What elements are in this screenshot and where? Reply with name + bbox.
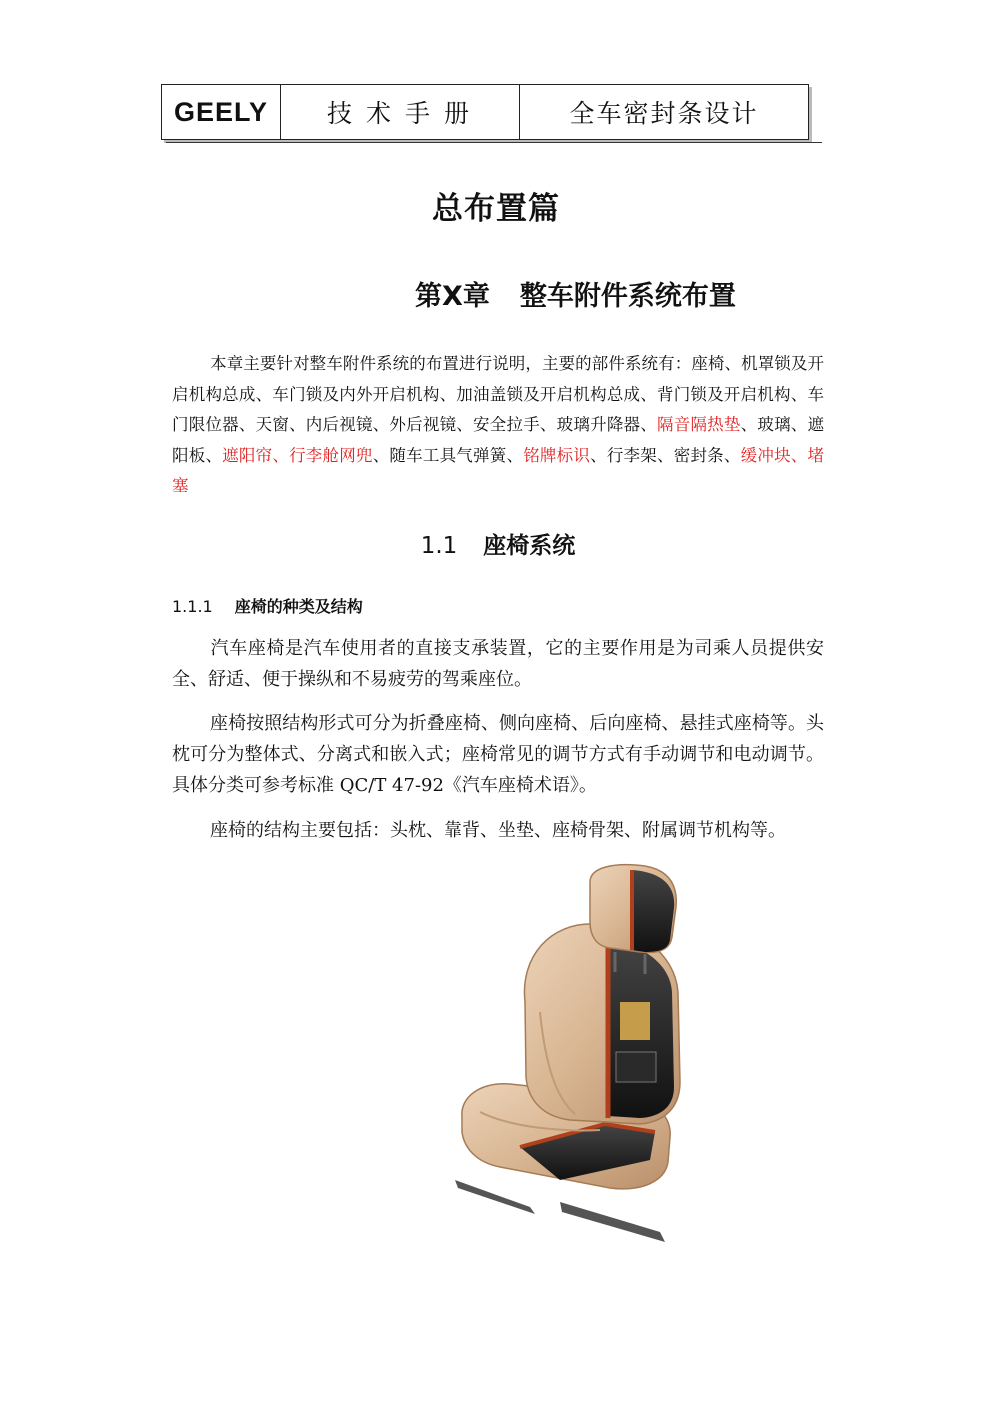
chapter-name: 整车附件系统布置 [519,281,736,312]
chapter-number: 第X章 [415,281,490,312]
intro-text-a: 本章主要针对整车附件系统的布置进行说明，主要的部件系统有：座椅、机罩锁及开启机构总成、车门锁及内外开启机构、加油盖锁及开启机构总成、背门锁及开启机构、车门限位器、天窗、内后视镜、外后视镜、安全拉手、玻璃升降器、 [172,354,824,434]
intro-text-b: 、玻璃、遮阳板、 [172,415,825,465]
paragraph-text: 座椅的结构主要包括：头枕、靠背、坐垫、座椅骨架、附属调节机构等。 [210,820,786,841]
seat-cutaway-illustration [440,862,700,1254]
subsection-title [172,594,363,617]
intro-paragraph [172,349,824,502]
header-table [161,84,809,140]
intro-highlight-d: 缓冲块、堵塞 [172,445,825,495]
seat-rail-right [560,1202,665,1242]
intro-text-c: 、随车工具气弹簧、 [372,445,524,465]
part-title: 总布置篇 [432,191,560,227]
subsection-number: 1.1.1 [172,597,213,616]
intro-highlight-b: 遮阳帘、行李舱网兜 [222,445,373,465]
manual-label: 技术手册 [281,85,520,139]
paragraph-seat-types [172,708,824,801]
intro-text-d: 、行李架、密封条、 [590,445,741,465]
subsection-name: 座椅的种类及结构 [234,597,363,616]
section-number: 1.1 [420,533,458,559]
paragraph-text: 座椅按照结构形式可分为折叠座椅、侧向座椅、后向座椅、悬挂式座椅等。头枕可分为整体式、分离式和嵌入式；座椅常见的调节方式有手动调节和电动调节。具体分类可参考标准 QC/T 47-92《汽车座椅术语》。 [172,713,824,796]
brand-logo: GEELY [162,85,281,139]
document-title: 全车密封条设计 [569,99,759,128]
chapter-title [415,274,736,313]
section-title [0,527,992,560]
header-divider [166,142,822,143]
paragraph-seat-definition [172,633,824,695]
paragraph-text: 汽车座椅是汽车使用者的直接支承装置，它的主要作用是为司乘人员提供安全、舒适、便于操纵和不易疲劳的驾乘座位。 [172,638,824,690]
section-name: 座椅系统 [483,533,576,559]
intro-highlight-a: 隔音隔热垫 [657,415,741,434]
paragraph-seat-structure [172,815,824,846]
seat-rail-left [455,1180,535,1214]
intro-highlight-c: 铭牌标识 [523,445,591,465]
